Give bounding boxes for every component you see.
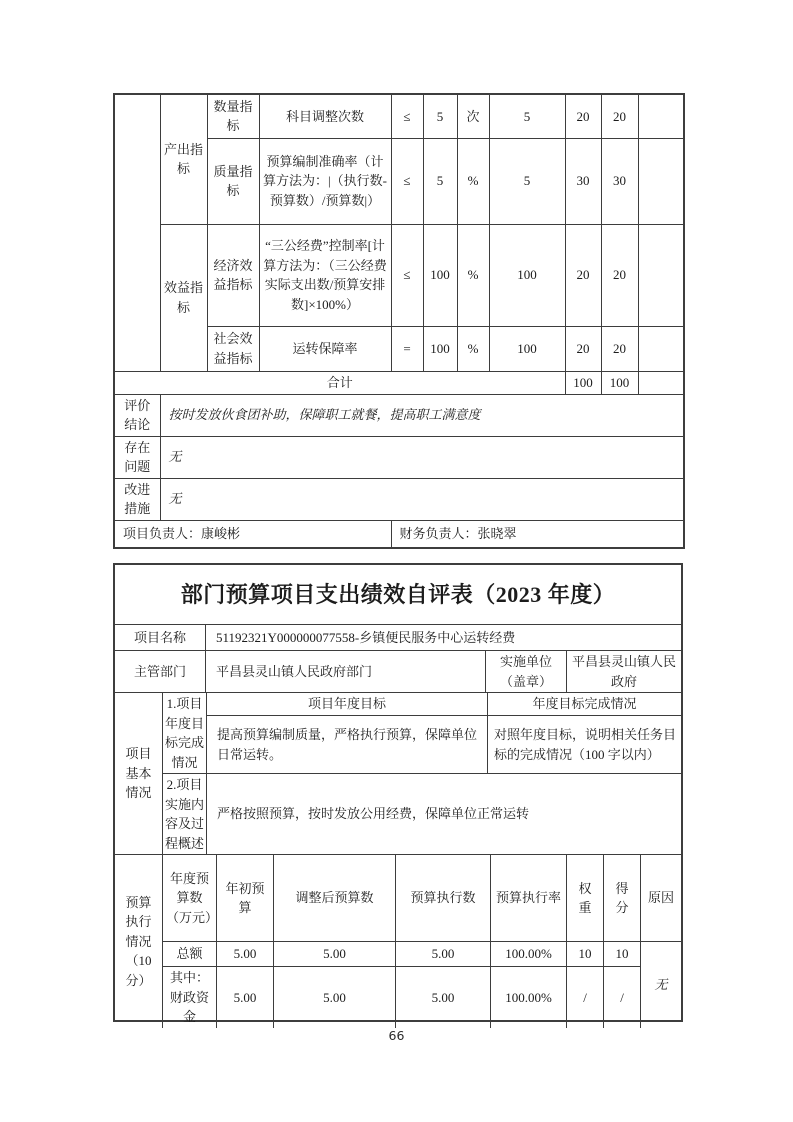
goal-text: 提高预算编制质量，严格执行预算，保障单位日常运转。 xyxy=(217,727,478,762)
note-cell xyxy=(638,138,684,224)
indicator-name-cell: 预算编制准确率（计算方法为：|（执行数-预算数）/预算数|） xyxy=(259,138,391,224)
budget-body xyxy=(162,855,681,1028)
note-cell xyxy=(638,94,684,138)
carryover-empty-cell xyxy=(114,94,160,371)
operator-cell: ≤ xyxy=(391,224,423,326)
goal-header: 项目年度目标 xyxy=(307,696,386,712)
goal-body xyxy=(206,693,681,773)
weight-cell: 20 xyxy=(565,326,601,371)
basic-info-section xyxy=(115,692,681,854)
total-weight-cell: 100 xyxy=(565,371,601,394)
header-weight xyxy=(566,855,603,941)
basic-info-label-text: 项目基本情况 xyxy=(125,746,152,801)
note-cell xyxy=(638,224,684,326)
total-score-cell: 100 xyxy=(601,371,638,394)
basic-info-body xyxy=(162,693,681,854)
indicator-table xyxy=(113,93,685,549)
subcategory-social-cell: 社会效益指标 xyxy=(207,326,259,371)
operator-cell: = xyxy=(391,326,423,371)
page-number: 66 xyxy=(388,1028,405,1043)
executed-value: 5.00 xyxy=(395,967,490,1028)
unit-cell: % xyxy=(457,138,489,224)
annual-goal-subrow xyxy=(163,693,681,773)
actual-value-cell: 100 xyxy=(489,224,565,326)
operator-cell: ≤ xyxy=(391,138,423,224)
subcategory-quality-cell: 质量指标 xyxy=(207,138,259,224)
goal-done-header: 年度目标完成情况 xyxy=(487,693,681,715)
target-value-cell: 100 xyxy=(423,326,457,371)
project-name-value: 51192321Y000000077558-乡镇便民服务中心运转经费 xyxy=(205,625,681,650)
header-score-text: 得分 xyxy=(615,880,629,915)
budget-section xyxy=(115,854,681,1028)
unit-cell: 次 xyxy=(457,94,489,138)
actual-value-cell: 100 xyxy=(489,326,565,371)
conclusion-label-cell: 评价结论 xyxy=(114,394,160,436)
improve-label-cell: 改进措施 xyxy=(114,478,160,520)
score-cell: 30 xyxy=(601,138,638,224)
goal-header-row xyxy=(207,693,681,715)
budget-data-area xyxy=(163,941,681,1028)
note-cell xyxy=(638,326,684,371)
impl-section-label: 2.项目实施内容及过程概述 xyxy=(164,777,204,851)
problems-text-cell: 无 xyxy=(160,436,684,478)
table-title: 部门预算项目支出绩效自评表（2023 年度） xyxy=(180,582,616,607)
problems-label-cell: 存在问题 xyxy=(114,436,160,478)
score-cell: 20 xyxy=(601,224,638,326)
subcategory-economic-cell: 经济效益指标 xyxy=(207,224,259,326)
goal-section-label: 1.项目年度目标完成情况 xyxy=(164,696,204,770)
budget-row-fiscal xyxy=(163,966,640,1028)
basic-info-label xyxy=(115,693,162,854)
impl-unit-value: 平昌县灵山镇人民政府 xyxy=(566,651,681,692)
unit-cell: % xyxy=(457,326,489,371)
actual-value-cell: 5 xyxy=(489,138,565,224)
conclusion-text-cell: 按时发放伙食团补助，保障职工就餐，提高职工满意度 xyxy=(160,394,684,436)
header-annual-budget: 年度预算数（万元） xyxy=(166,870,219,925)
header-adjusted-budget: 调整后预算数 xyxy=(273,855,395,941)
project-name-row xyxy=(115,624,681,650)
initial-value: 5.00 xyxy=(216,967,273,1028)
score-value: / xyxy=(603,967,640,1028)
department-label: 主管部门 xyxy=(133,663,186,679)
budget-header-row xyxy=(163,855,681,941)
subcategory-quantity-cell: 数量指标 xyxy=(207,94,259,138)
budget-label xyxy=(115,855,162,1028)
self-eval-table xyxy=(113,563,683,1022)
weight-value: / xyxy=(566,967,603,1028)
finance-manager-cell: 财务负责人：张晓翠 xyxy=(391,520,684,548)
indicator-name-cell: “三公经费”控制率[计算方法为：（三公经费实际支出数/预算安排数]×100%） xyxy=(259,224,391,326)
initial-value: 5.00 xyxy=(216,942,273,966)
operator-cell: ≤ xyxy=(391,94,423,138)
department-row xyxy=(115,650,681,692)
department-value: 平昌县灵山镇人民政府部门 xyxy=(205,651,485,692)
score-cell: 20 xyxy=(601,326,638,371)
total-label-cell: 合计 xyxy=(114,371,565,394)
header-executed: 预算执行数 xyxy=(395,855,490,941)
goal-content-row xyxy=(207,715,681,773)
note-cell xyxy=(638,371,684,394)
project-name-label: 项目名称 xyxy=(133,629,186,645)
impl-text: 严格按照预算，按时发放公用经费，保障单位正常运转 xyxy=(206,774,681,854)
rate-value: 100.00% xyxy=(490,967,566,1028)
row-label: 其中：财政资金 xyxy=(169,970,209,1024)
target-value-cell: 5 xyxy=(423,138,457,224)
executed-value: 5.00 xyxy=(395,942,490,966)
impl-subrow xyxy=(163,773,681,854)
improve-text-cell: 无 xyxy=(160,478,684,520)
header-initial-budget: 年初预算 xyxy=(216,855,273,941)
score-value: 10 xyxy=(603,942,640,966)
weight-cell: 20 xyxy=(565,224,601,326)
reason-merged-cell: 无 xyxy=(640,942,681,1028)
rate-value: 100.00% xyxy=(490,942,566,966)
header-score xyxy=(603,855,640,941)
actual-value-cell: 5 xyxy=(489,94,565,138)
budget-label-text: 预算执行情况（10 分） xyxy=(125,894,152,988)
weight-cell: 20 xyxy=(565,94,601,138)
header-execution-rate: 预算执行率 xyxy=(490,855,566,941)
adjusted-value: 5.00 xyxy=(273,942,395,966)
weight-value: 10 xyxy=(566,942,603,966)
project-manager-cell: 项目负责人：康峻彬 xyxy=(114,520,391,548)
header-reason: 原因 xyxy=(640,855,681,941)
budget-data-rows xyxy=(163,942,640,1028)
header-weight-text: 权重 xyxy=(578,880,592,915)
target-value-cell: 100 xyxy=(423,224,457,326)
impl-unit-label: 实施单位（盖章） xyxy=(485,651,566,692)
goal-done-text: 对照年度目标，说明相关任务目标的完成情况（100 字以内） xyxy=(487,716,681,773)
target-value-cell: 5 xyxy=(423,94,457,138)
unit-cell: % xyxy=(457,224,489,326)
category-benefit-cell: 效益指标 xyxy=(160,224,207,371)
adjusted-value: 5.00 xyxy=(273,967,395,1028)
score-cell: 20 xyxy=(601,94,638,138)
category-output-cell: 产出指标 xyxy=(160,94,207,224)
budget-row-total xyxy=(163,942,640,966)
weight-cell: 30 xyxy=(565,138,601,224)
row-label: 总额 xyxy=(176,946,203,962)
indicator-name-cell: 科目调整次数 xyxy=(259,94,391,138)
indicator-name-cell: 运转保障率 xyxy=(259,326,391,371)
